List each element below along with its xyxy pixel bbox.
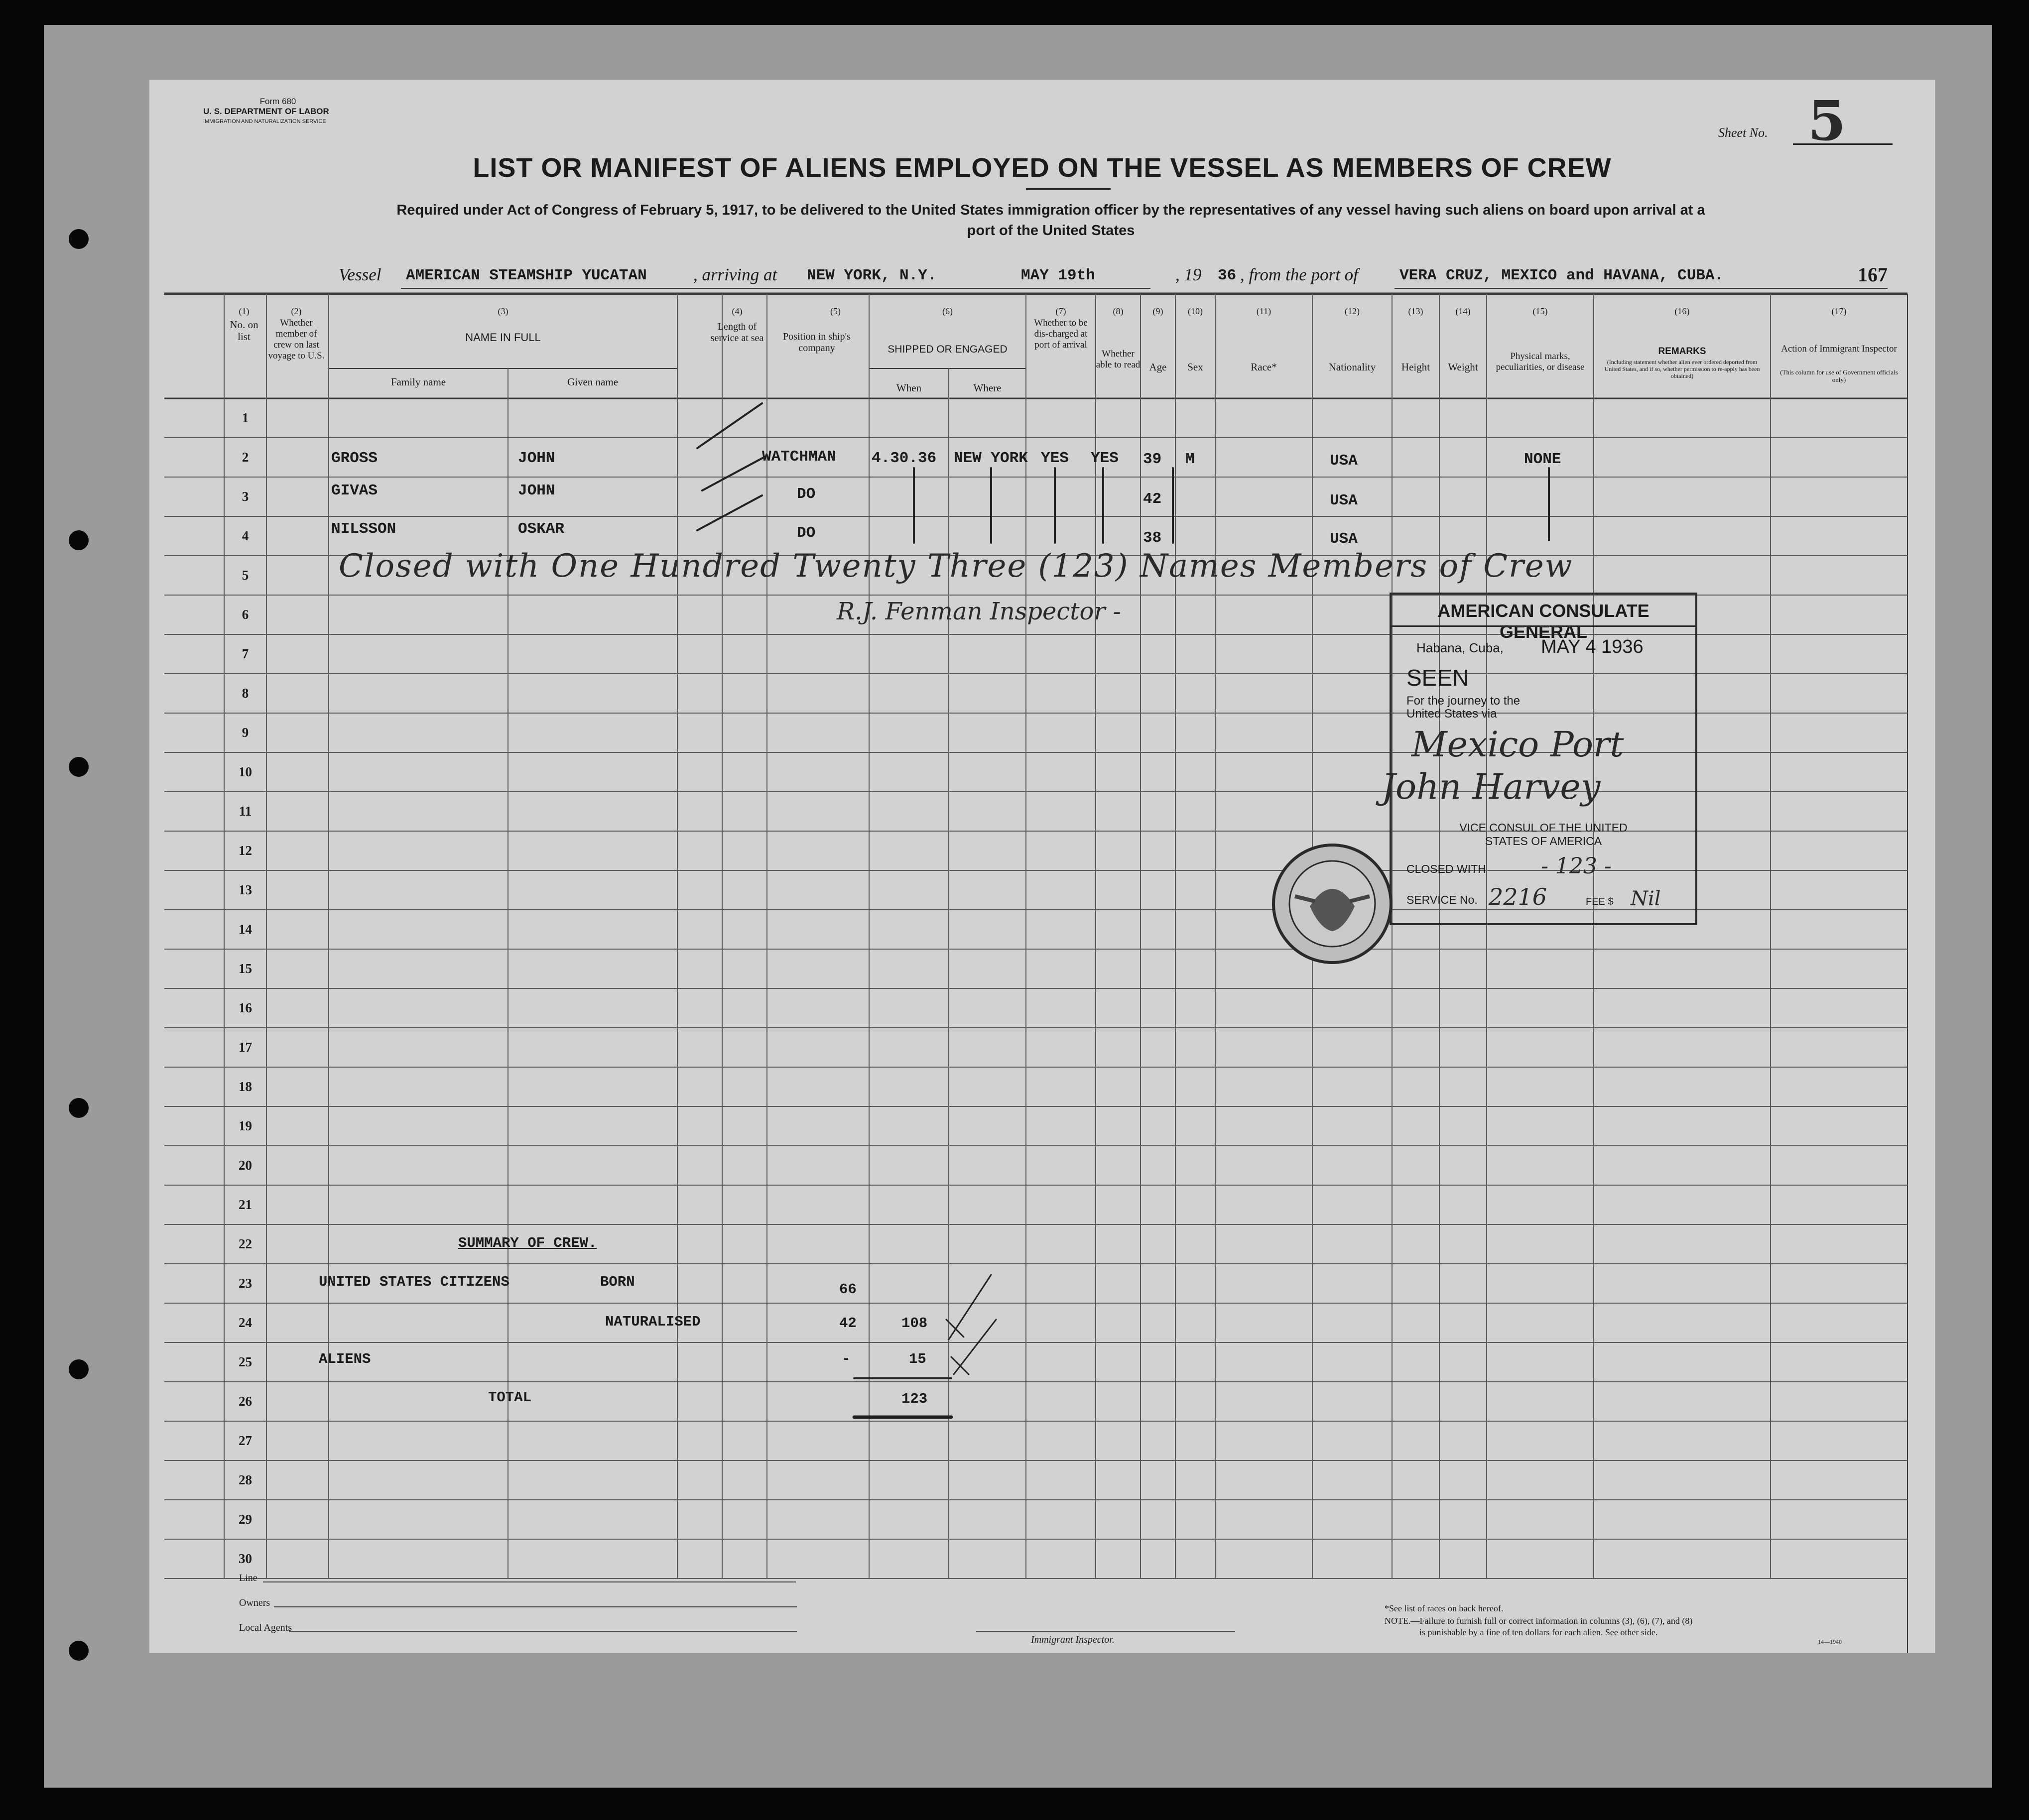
discharged: YES — [1041, 450, 1069, 467]
row-number: 13 — [239, 882, 252, 897]
header-physical-marks: Physical marks, peculiarities, or disease — [1496, 351, 1585, 372]
header-remarks-note: (Including statement whether alien ever ordered deported from United States, and if so, whether permission to re-apply has been obtained) — [1604, 359, 1760, 379]
row-number: 2 — [242, 450, 249, 465]
binder-hole — [69, 229, 89, 249]
row-number: 6 — [242, 607, 249, 622]
form-subtitle: Required under Act of Congress of February 5, 1917, to be delivered to the United States immigration officer by the representatives of any vessel having such aliens on board upon arrival at a port of the United States — [396, 202, 1705, 239]
binder-hole — [69, 757, 89, 777]
stamp-city: Habana, Cuba, — [1416, 640, 1504, 655]
closing-note: Closed with One Hundred Twenty Three (123) Names Members of Crew — [339, 548, 1573, 585]
local-agents-label: Local Agents — [239, 1622, 292, 1633]
departure-port: VERA CRUZ, MEXICO and HAVANA, CUBA. — [1399, 267, 1724, 284]
row-number: 19 — [239, 1118, 252, 1133]
shipped-where: NEW YORK — [954, 450, 1028, 467]
family-name: GROSS — [331, 450, 378, 467]
header-where: Where — [973, 382, 1002, 394]
header-no-on-list: No. on list — [230, 319, 258, 343]
header-position: Position in ship's company — [783, 331, 851, 354]
department: U. S. DEPARTMENT OF LABOR — [203, 107, 329, 116]
row-number: 23 — [239, 1276, 252, 1291]
service-label: SERVICE No. — [1406, 893, 1478, 906]
arrival-year: 36 — [1218, 267, 1237, 284]
consul-signature: John Harvey — [1382, 766, 1601, 807]
header-length-of-service: Length of service at sea — [710, 321, 764, 344]
header-given-name: Given name — [567, 376, 619, 388]
row-number: 17 — [239, 1040, 252, 1055]
born-label: BORN — [600, 1274, 635, 1290]
age: 42 — [1143, 490, 1162, 508]
arriving-label: , arriving at — [693, 265, 777, 284]
header-discharged: Whether to be dis-charged at port of arrival — [1034, 318, 1088, 350]
row-number: 27 — [239, 1433, 252, 1448]
binder-hole — [69, 1641, 89, 1661]
service-name: IMMIGRATION AND NATURALIZATION SERVICE — [203, 119, 326, 124]
header-weight: Weight — [1448, 361, 1478, 373]
closed-with-value: - 123 - — [1541, 853, 1612, 879]
age: 39 — [1143, 451, 1162, 468]
immigrant-inspector-label: Immigrant Inspector. — [1031, 1634, 1115, 1645]
total-count: 123 — [901, 1391, 928, 1407]
position: DO — [797, 524, 816, 542]
total-label: TOTAL — [488, 1389, 532, 1406]
sheet-label: Sheet No. — [1718, 125, 1768, 140]
row-number: 15 — [239, 961, 252, 976]
position: DO — [797, 485, 816, 503]
able-to-read: YES — [1091, 450, 1119, 467]
row-number: 3 — [242, 489, 249, 504]
form-number: Form 680 — [259, 97, 296, 106]
print-code: 14—1940 — [1818, 1638, 1842, 1645]
fee-value: Nil — [1631, 887, 1661, 910]
summary-title: SUMMARY OF CREW. — [458, 1235, 597, 1251]
closed-with-label: CLOSED WITH — [1406, 862, 1486, 875]
row-number: 30 — [239, 1551, 252, 1566]
row-number: 26 — [239, 1394, 252, 1409]
row-number: 9 — [242, 725, 249, 740]
binder-hole — [69, 530, 89, 550]
header-nationality: Nationality — [1328, 361, 1376, 373]
owners-label: Owners — [239, 1597, 270, 1608]
service-number: 2216 — [1489, 883, 1547, 910]
row-number: 20 — [239, 1158, 252, 1173]
row-number: 7 — [242, 646, 249, 661]
header-family-name: Family name — [390, 376, 446, 388]
stamp-seen: SEEN — [1406, 665, 1469, 691]
position: WATCHMAN — [762, 448, 836, 466]
row-number: 12 — [239, 843, 252, 858]
arrival-date: MAY 19th — [1021, 267, 1095, 284]
given-name: JOHN — [518, 482, 555, 499]
row-number: 25 — [239, 1354, 252, 1369]
form-title: LIST OR MANIFEST OF ALIENS EMPLOYED ON THE VESSEL AS MEMBERS OF CREW — [473, 153, 1612, 183]
binder-hole — [69, 1359, 89, 1379]
stamp-journey-handwriting: Mexico Port — [1411, 724, 1624, 765]
age: 38 — [1143, 529, 1162, 547]
stamp-date: MAY 4 1936 — [1541, 636, 1644, 657]
family-name: GIVAS — [331, 482, 378, 499]
row-number: 29 — [239, 1512, 252, 1527]
aliens-label: ALIENS — [319, 1351, 371, 1367]
row-number: 16 — [239, 1000, 252, 1015]
aliens-count: 15 — [909, 1351, 926, 1367]
nationality: USA — [1330, 530, 1358, 548]
consulate-stamp: AMERICAN CONSULATE GENERAL Habana, Cuba, MAY 4 1936 SEEN For the journey to the United States via Mexico Port John Harvey VICE CONSUL OF THE UNITED STATES OF AMERICA CLOSED WITH - 123 - SERVICE No. 2216 FEE $ Nil — [1390, 593, 1697, 925]
row-number: 14 — [239, 922, 252, 937]
header-height: Height — [1401, 361, 1430, 373]
row-number: 18 — [239, 1079, 252, 1094]
inspector-signature: R.J. Fenman Inspector - — [837, 598, 1121, 625]
row-number: 21 — [239, 1197, 252, 1212]
us-citizens-label: UNITED STATES CITIZENS — [319, 1274, 509, 1290]
physical-marks: NONE — [1524, 451, 1561, 468]
citizens-total: 108 — [901, 1315, 928, 1332]
arrival-port: NEW YORK, N.Y. — [807, 267, 937, 284]
header-age: Age — [1149, 361, 1167, 373]
row-number: 10 — [239, 764, 252, 779]
row-number: 1 — [242, 410, 249, 425]
footer-note-2: is punishable by a fine of ten dollars for each alien. See other side. — [1419, 1627, 1658, 1637]
summary-marks — [149, 80, 1935, 1653]
row-number: 5 — [242, 568, 249, 583]
page-number: 167 — [1858, 263, 1888, 286]
binder-hole — [69, 1098, 89, 1118]
from-port-label: , from the port of — [1240, 265, 1358, 284]
sheet-number: 5 — [1808, 89, 1846, 153]
header-inspector-note: (This column for use of Government officials only) — [1780, 368, 1898, 383]
row-number: 4 — [242, 528, 249, 543]
header-shipped-engaged: SHIPPED OR ENGAGED — [888, 344, 1008, 355]
header-race: Race* — [1251, 361, 1277, 373]
header-able-to-read: Whether able to read — [1096, 349, 1141, 370]
header-when: When — [896, 382, 922, 394]
given-name: JOHN — [518, 450, 555, 467]
vessel-name: AMERICAN STEAMSHIP YUCATAN — [406, 267, 647, 284]
nationality: USA — [1330, 492, 1358, 509]
nationality: USA — [1330, 452, 1358, 470]
stamp-heading: AMERICAN CONSULATE GENERAL — [1437, 601, 1649, 642]
fee-label: FEE $ — [1586, 896, 1614, 907]
header-last-voyage: Whether member of crew on last voyage to U.S. — [268, 318, 325, 361]
header-sex: Sex — [1187, 361, 1203, 373]
race-note: *See list of races on back hereof. — [1385, 1603, 1504, 1613]
naturalised-count: 42 — [839, 1315, 857, 1332]
header-inspector-action: Action of Immigrant Inspector — [1781, 344, 1897, 354]
row-number: 24 — [239, 1315, 252, 1330]
manifest-page: Form 680 U. S. DEPARTMENT OF LABOR IMMIGRATION AND NATURALIZATION SERVICE Sheet No. 5 LIST OR MANIFEST OF ALIENS EMPLOYED ON THE VESSEL AS MEMBERS OF CREW Required under Act of Congress of February 5, 1917, to be delivered to the United States immigration officer by the representatives of any vessel having such aliens on board upon arrival at a port of the United States 167 Vessel AMERICAN STEAMSHIP YUCATAN , arriving at NEW YORK, N.Y. MAY 19th , 19 36 , from the port of VERA CRUZ, MEXICO and HAVANA, CUBA. (1) No. on list (2) Whether member of crew on last voyage to U.S. (3) NAME IN FULL Family name Given name (4) Length of service at sea (5) Position in ship's company (6) SHIPPED OR ENGAGED When Where (7) Whether to be dis-charged at port of arrival (8) Whether able to read (9) Age (10) Sex (11) Race* (12) Nationality (13) Height (14) Weight (15) Physical marks, peculiarities, or disease (16) REMARKS (Including statement whether alien ever ordered deported from United States, and if so, whether permission to re-apply has been obtained) (17) Action of Immigrant Inspector (This column for use of Government officials only) 1 2 3 4 5 6 7 8 9 10 11 12 13 14 15 16 17 18 19 20 21 22 23 24 25 26 27 28 29 30 GROSS JOHN WATCHMAN 4.30.36 NEW YORK YES YES 39 M USA NONE GIVAS JOHN DO 42 USA NILSSON OSKAR DO 38 USA Closed with One Hundred Twenty Three (123) Names Members of Crew R.J. Fenman Inspector - AMERICAN CONSULATE GENERAL Habana, Cuba, MAY 4 1936 SEEN For the journey to the United States via Mexico Port John Harvey VICE CONSUL OF THE UNITED STATES OF AMERICA CLOSED WITH - 123 - SERVICE No. 2216 FEE $ Nil SUMMARY OF CREW. UNITED STATES CITIZENS BORN 66 NATURALISED 42 108 ALIENS - 15 TOTAL 123 Line Owners Local Agents Immigrant Inspector. *See list of races on back hereof. NOTE.—Failure to furnish full or correct information in columns (3), (6), (7), and (8) is punishable by a fine of ten dollars for each alien. See other side. 14—1940 — [149, 80, 1935, 1653]
vessel-label: Vessel — [339, 265, 381, 284]
sex: M — [1185, 451, 1195, 468]
year-prefix: , 19 — [1175, 265, 1202, 284]
row-number: 8 — [242, 686, 249, 701]
given-name: OSKAR — [518, 520, 565, 538]
line-label: Line — [239, 1573, 257, 1583]
family-name: NILSSON — [331, 520, 396, 538]
header-remarks: REMARKS — [1658, 346, 1706, 357]
shipped-when: 4.30.36 — [872, 450, 937, 467]
row-number: 28 — [239, 1472, 252, 1487]
row-number: 11 — [239, 804, 252, 819]
naturalised-label: NATURALISED — [605, 1314, 701, 1330]
header-name-in-full: NAME IN FULL — [465, 331, 541, 344]
footer-note-1: NOTE.—Failure to furnish full or correct information in columns (3), (6), (7), and (8) — [1385, 1616, 1693, 1626]
row-number: 22 — [239, 1236, 252, 1251]
born-count: 66 — [839, 1281, 857, 1298]
